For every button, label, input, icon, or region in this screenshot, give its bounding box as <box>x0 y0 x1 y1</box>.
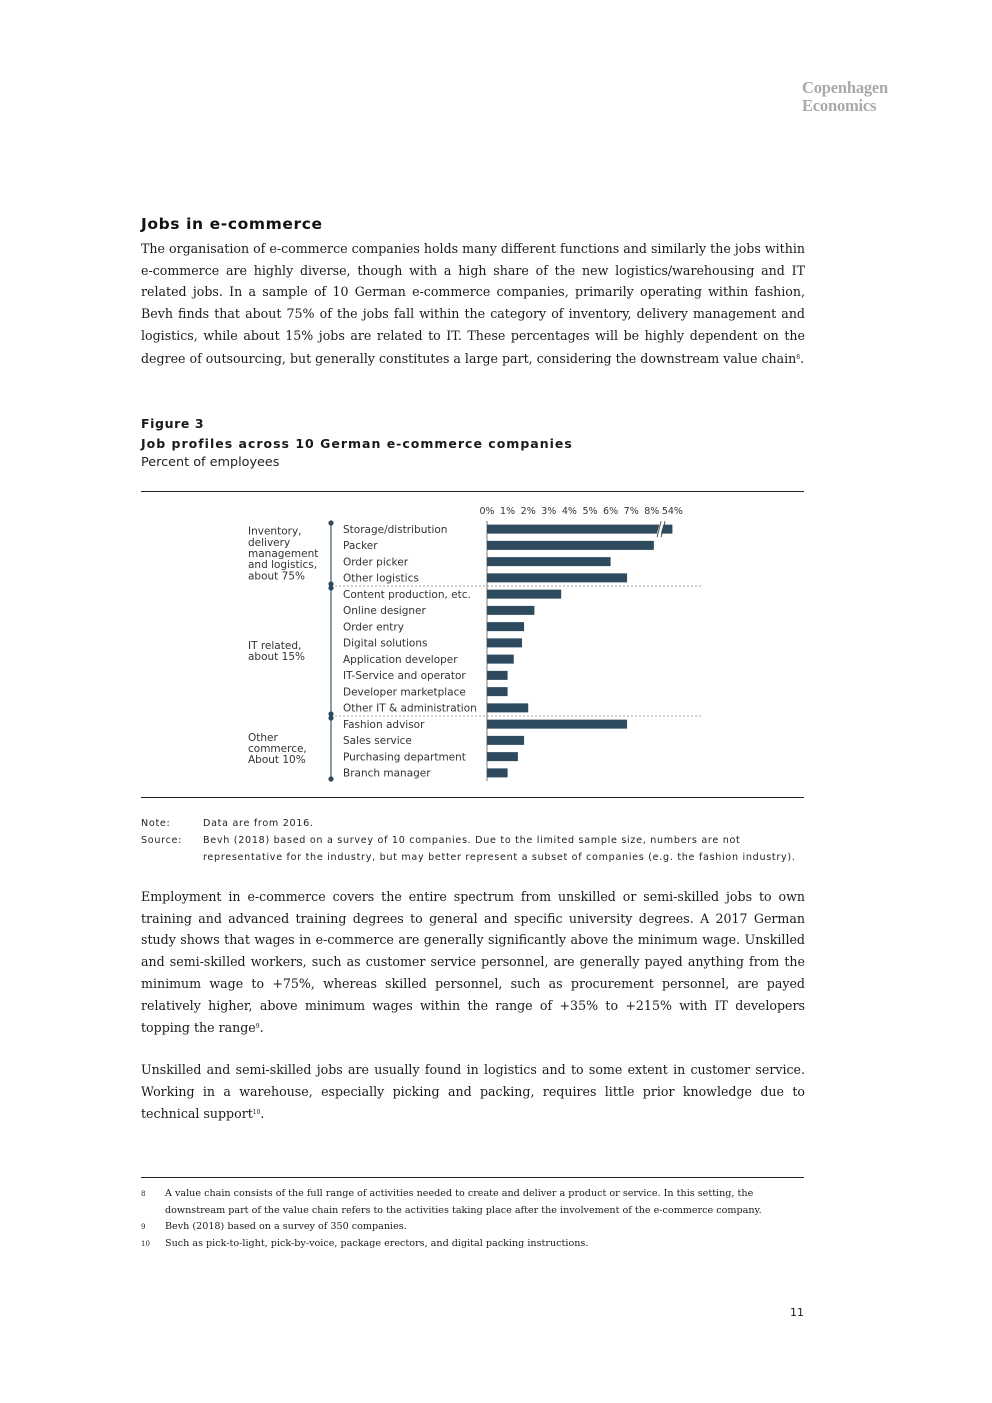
note-row <box>141 815 804 832</box>
category-label: Order entry <box>343 621 404 634</box>
x-tick-label: 0% <box>479 506 495 517</box>
x-tick-label: 7% <box>623 506 639 517</box>
category-label: Other logistics <box>343 572 419 585</box>
category-label: Online designer <box>343 605 426 618</box>
footnote-text: Such as pick-to-light, pick-by-voice, package erectors, and digital packing instructions. <box>165 1237 589 1249</box>
category-label: Content production, etc. <box>343 588 471 601</box>
category-label: Other IT & administration <box>343 702 477 715</box>
paragraph-2-text: Employment in e-commerce covers the entire spectrum from unskilled or semi-skilled jobs to own training and advanced training degrees to general and specific university degrees. A 2017 German study shows that wages in e-commerce are generally significantly above the minimum wage. Unskilled and semi-skilled workers, such as customer service personnel, are generally payed anything from the minimum wage to +75%, whereas skilled personnel, such as procurement personnel, are payed relatively higher, above minimum wages within the range of +35% to +215% with IT developers topping the range <box>141 889 805 1036</box>
source-value: Bevh (2018) based on a survey of 10 companies. Due to the limited sample size, numbers are not representative for the industry, but may better represent a subset of companies (e.g. the fashion industry). <box>203 835 796 863</box>
bar <box>487 655 514 664</box>
figure-title: Job profiles across 10 German e-commerce companies <box>141 436 573 451</box>
figure-notes <box>141 815 804 866</box>
category-label: Digital solutions <box>343 637 428 650</box>
bar <box>487 622 524 631</box>
category-label: IT-Service and operator <box>343 670 466 683</box>
x-tick-label: 6% <box>603 506 619 517</box>
paragraph-2-end: . <box>259 1020 264 1036</box>
footnote-text: A value chain consists of the full range of activities needed to create and deliver a product or service. In this setting, the downstream part of the value chain refers to the activities taking place after the involvement of the e-commerce company. <box>165 1188 762 1216</box>
bar <box>487 752 518 761</box>
x-tick-label: 54% <box>661 506 683 517</box>
paragraph-3-text: Unskilled and semi-skilled jobs are usually found in logistics and to some extent in customer service. Working in a warehouse, especially picking and packing, requires little prior knowledge due to technical support <box>141 1062 805 1122</box>
page-number: 11 <box>790 1306 804 1319</box>
footnote-ref-8[interactable]: 8 <box>796 353 801 361</box>
bar <box>487 525 672 534</box>
paragraph-3 <box>141 1059 805 1125</box>
bar <box>487 606 534 615</box>
category-label: Fashion advisor <box>343 718 425 731</box>
category-label: Developer marketplace <box>343 686 466 699</box>
group-label-line: About 10% <box>248 754 306 767</box>
figure-label: Figure 3 <box>141 416 205 431</box>
group-bracket-dot <box>328 715 333 720</box>
group-label-line: Other <box>248 731 278 744</box>
group-bracket-dot <box>328 520 333 525</box>
category-label: Storage/distribution <box>343 523 448 536</box>
note-value: Data are from 2016. <box>203 818 314 829</box>
x-tick-label: 1% <box>500 506 516 517</box>
category-label: Order picker <box>343 556 409 569</box>
footnote-text: Bevh (2018) based on a survey of 350 companies. <box>165 1221 407 1233</box>
group-label-line: delivery <box>248 536 291 549</box>
category-label: Purchasing department <box>343 751 466 764</box>
figure-bottom-rule <box>141 797 804 798</box>
footnotes <box>141 1186 804 1252</box>
category-label: Application developer <box>343 653 458 666</box>
bar <box>487 703 528 712</box>
footnote-9 <box>141 1219 804 1236</box>
x-tick-label: 8% <box>644 506 660 517</box>
footnote-rule <box>141 1177 804 1178</box>
footnote-number: 10 <box>141 1239 150 1248</box>
footnote-ref-10[interactable]: 10 <box>252 1109 261 1117</box>
footnote-number: 9 <box>141 1223 146 1232</box>
paragraph-2 <box>141 886 805 1039</box>
group-bracket-dot <box>328 776 333 781</box>
bar <box>487 720 627 729</box>
paragraph-1-text: The organisation of e-commerce companies holds many different functions and similarly the jobs within e-commerce are highly diverse, though with a high share of the new logistics/warehousing and IT related jobs. In a sample of 10 German e-commerce companies, primarily operating within fashion, Bevh finds that about 75% of the jobs fall within the category of inventory, delivery management and logistics, while about 15% jobs are related to IT. These percentages will be highly dependent on the degree of outsourcing, but generally constitutes a large part, considering the downstream value chain <box>141 241 805 366</box>
x-tick-label: 3% <box>541 506 557 517</box>
logo-line-2: Economics <box>802 96 877 115</box>
bar <box>487 638 522 647</box>
paragraph-3-end: . <box>260 1106 265 1122</box>
note-key: Note: <box>141 818 171 829</box>
bar <box>487 671 508 680</box>
group-label-line: and logistics, <box>248 559 318 572</box>
section-title: Jobs in e-commerce <box>141 215 323 233</box>
bar <box>487 557 611 566</box>
footnote-10 <box>141 1236 804 1253</box>
footnote-8 <box>141 1186 804 1219</box>
bar <box>487 736 524 745</box>
source-row <box>141 832 804 866</box>
source-key: Source: <box>141 835 183 846</box>
footnote-number: 8 <box>141 1190 146 1198</box>
category-label: Sales service <box>343 735 412 748</box>
x-tick-label: 5% <box>582 506 598 517</box>
x-tick-label: 4% <box>561 506 577 517</box>
bar <box>487 573 627 582</box>
group-label-line: commerce, <box>248 743 307 755</box>
footnote-ref-9[interactable]: 9 <box>255 1023 260 1031</box>
category-label: Branch manager <box>343 767 431 780</box>
group-label-line: IT related, <box>248 639 302 652</box>
group-label-line: management <box>248 548 319 560</box>
figure-subtitle: Percent of employees <box>141 455 280 470</box>
category-label: Packer <box>343 540 378 553</box>
group-bracket-dot <box>328 585 333 590</box>
x-tick-label: 2% <box>520 506 536 517</box>
bar <box>487 768 508 777</box>
logo-line-1: Copenhagen <box>802 78 889 97</box>
group-label-line: Inventory, <box>248 525 302 538</box>
bar <box>487 590 561 599</box>
group-label-line: about 75% <box>248 570 305 583</box>
paragraph-1-end: . <box>800 350 805 366</box>
group-label-line: about 15% <box>248 651 305 664</box>
bar <box>487 541 654 550</box>
bar <box>487 687 508 696</box>
